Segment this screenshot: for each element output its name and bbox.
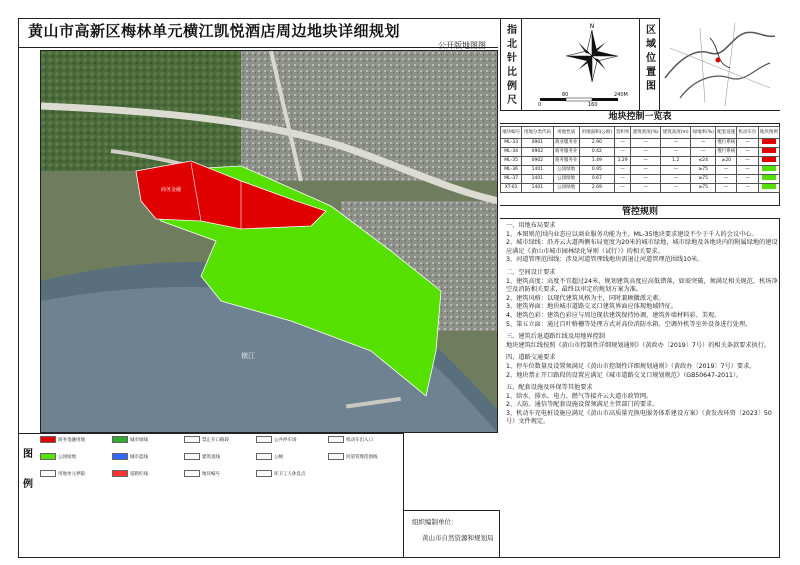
table-cell-far: 1.29 — [615, 157, 631, 166]
legend-item — [328, 436, 373, 443]
table-cell-swatch — [758, 175, 779, 184]
table-cell-id: ML-37 — [501, 175, 522, 184]
table-cell-far: — — [615, 148, 631, 157]
table-cell-code: 0902 — [522, 157, 553, 166]
table-cell-code: 0902 — [522, 148, 553, 157]
table-cell-area: 0.42 — [579, 148, 614, 157]
rule-text: 1、给水、排水、电力、燃气等接齐云大道市政管网。 — [506, 392, 653, 400]
table-cell-facility: 慢行系统 — [716, 139, 737, 148]
legend-grid — [40, 436, 402, 556]
table-cell-parking: — — [737, 157, 758, 166]
col-header: 机动车位 — [737, 127, 758, 139]
legend-swatch — [112, 453, 128, 460]
legend-swatch — [40, 436, 56, 443]
scale-tick-1: 80 — [562, 92, 569, 98]
rule-section-title: 三、建筑后退道路红线及用地界控制 — [506, 333, 605, 341]
col-header: 建筑密度(%) — [631, 127, 661, 139]
legend-label: 建筑退线 — [202, 454, 220, 460]
rule-text: 1、停车位数量及设置须满足《黄山市控制性详细规划通则》（黄政办〔2019〕7号）要求。 — [506, 362, 756, 370]
rule-text: 3、建筑界面：地块城市道路交叉口建筑界面应体现地域特征。 — [506, 303, 677, 311]
location-map-label: 区 域 位 置 图 — [646, 25, 656, 92]
table-row — [501, 148, 780, 157]
table-cell-height: — — [661, 166, 691, 175]
table-cell-density: — — [631, 166, 661, 175]
rule-section-title: 四、道路交通要求 — [506, 354, 556, 362]
legend-item — [256, 436, 297, 443]
col-header: 绿地率(%) — [691, 127, 716, 139]
table-cell-facility: — — [716, 184, 737, 193]
table-cell-density: — — [631, 139, 661, 148]
plot-color-swatch — [762, 184, 776, 189]
table-cell-green: — — [691, 148, 716, 157]
table-cell-far: — — [615, 139, 631, 148]
map-label-red: 商务金融 — [161, 187, 182, 193]
table-cell-code: 1401 — [522, 175, 553, 184]
table-row — [501, 175, 780, 184]
legend-item — [256, 470, 306, 477]
rule-text: 5、第五立面：通过百叶格栅等处理方式对高位消防水箱、空调外机等室外设备进行处理。 — [506, 320, 752, 328]
table-cell-facility: — — [716, 166, 737, 175]
table-cell-use: 公园绿地 — [553, 166, 579, 175]
col-header: 用地性质 — [553, 127, 579, 139]
legend-swatch — [112, 436, 128, 443]
table-cell-area: 2.90 — [579, 139, 614, 148]
plot-color-swatch — [762, 139, 776, 144]
table-row — [501, 184, 780, 193]
table-cell-id: XT-01 — [501, 184, 522, 193]
legend-item — [184, 436, 229, 443]
table-cell-density: — — [631, 175, 661, 184]
legend-label: 公园绿地 — [58, 454, 76, 460]
legend-item — [40, 436, 85, 443]
table-cell-green: ≤24 — [691, 157, 716, 166]
legend-label: 公厕 — [274, 454, 283, 460]
table-cell-use: 商务服务业 — [553, 148, 579, 157]
col-header: 配套设施 — [716, 127, 737, 139]
table-cell-swatch — [758, 139, 779, 148]
table-cell-height: — — [661, 184, 691, 193]
table-cell-height: — — [661, 148, 691, 157]
table-cell-use: 公园绿地 — [553, 184, 579, 193]
legend-swatch — [40, 470, 56, 477]
org-name: 黄山市自然资源和规划局 — [422, 534, 494, 542]
table-cell-id: ML-35 — [501, 157, 522, 166]
legend-swatch — [328, 436, 344, 443]
table-cell-far: — — [615, 166, 631, 175]
table-cell-code: 1401 — [522, 166, 553, 175]
legend-item — [40, 470, 85, 477]
legend-item — [256, 453, 283, 460]
legend-label: 禁止开口路段 — [202, 437, 229, 443]
aerial-map-svg — [41, 51, 498, 433]
plot-color-swatch — [762, 166, 776, 171]
table-cell-swatch — [758, 148, 779, 157]
legend-item — [328, 453, 378, 460]
legend-label: 地块编号 — [202, 471, 220, 477]
control-rules — [506, 222, 778, 427]
table-cell-facility: ≥20 — [716, 157, 737, 166]
table-cell-green: ≥75 — [691, 184, 716, 193]
table-cell-parking: — — [737, 184, 758, 193]
legend-label: 城市蓝线 — [130, 454, 148, 460]
legend-swatch — [256, 436, 272, 443]
legend-label: 商务金融用地 — [58, 437, 85, 443]
rule-text: 2、城市绿线：沿齐云大道两侧布局宽度为20米的城市绿地，城市绿地及各地块内的附属绿地的建设应满足《黄山市城市园林绿化导则（试行）》的相关要求。 — [506, 239, 778, 255]
table-cell-height: — — [661, 139, 691, 148]
scale-tick-0: 0 — [538, 102, 542, 108]
table-cell-id: ML-33 — [501, 139, 522, 148]
rule-text: 2、人防、通信等配套设施设置须满足主管部门的要求。 — [506, 401, 659, 409]
scale-tick-3: 240M — [614, 92, 628, 98]
legend-item — [184, 453, 220, 460]
table-header-row — [501, 127, 780, 139]
legend-item — [112, 436, 148, 443]
legend-swatch — [40, 453, 56, 460]
legend-title: 图 例 — [23, 449, 33, 490]
table-cell-use: 商业服务业 — [553, 139, 579, 148]
location-inset-svg — [660, 18, 780, 110]
rule-text: 地块建筑红线按照《黄山市控制性详细规划通则》（黄政办〔2019〕7号）的相关条款要求执行。 — [506, 341, 771, 349]
table-row — [501, 166, 780, 175]
table-cell-height: — — [661, 175, 691, 184]
legend-item — [40, 453, 76, 460]
legend-item — [112, 470, 148, 477]
rule-text: 2、地块禁止开口路段的设置应满足《城市道路交叉口规划规范》（GB50647-2011）。 — [506, 371, 743, 379]
legend-swatch — [112, 470, 128, 477]
rule-section-title: 二、空间设计要求 — [506, 268, 556, 276]
rule-section-title: 一、用地布局要求 — [506, 222, 556, 229]
rule-text: 3、机动车充电桩设施应满足《黄山市高质量充换电服务体系建设方案》（黄发改环资〔2023〕50号）文件规定。 — [506, 409, 772, 426]
legend-swatch — [328, 453, 344, 460]
table-cell-green: ≥75 — [691, 175, 716, 184]
table-cell-code: 0901 — [522, 139, 553, 148]
page-title: 黄山市高新区梅林单元横江凯悦酒店周边地块详细规划 — [28, 22, 401, 40]
table-cell-far: — — [615, 175, 631, 184]
legend-label: 道路红线 — [130, 471, 148, 477]
map-label-river: 横江 — [241, 352, 255, 360]
scale-tick-2: 160 — [588, 102, 598, 108]
rule-section-title: 五、配套设施及环保等其他要求 — [506, 384, 593, 392]
site-map[interactable] — [40, 50, 498, 433]
table-cell-use: 公园绿地 — [553, 175, 579, 184]
compass-and-scale — [522, 18, 640, 110]
table-cell-facility: — — [716, 175, 737, 184]
table-cell-area: 0.95 — [579, 166, 614, 175]
table-cell-density: — — [631, 184, 661, 193]
table-cell-green: — — [691, 139, 716, 148]
table-cell-id: ML-34 — [501, 148, 522, 157]
plot-control-table — [500, 126, 780, 193]
legend-item — [112, 453, 148, 460]
rule-text: 1、本图则范围内业态应以商业服务功能为主。ML-35地块要求建设不少于千人的会议中心。 — [506, 230, 758, 238]
col-header: 用地面积(公顷) — [579, 127, 614, 139]
table-cell-code: 1401 — [522, 184, 553, 193]
col-header: 地块图例 — [758, 127, 779, 139]
legend-label: 机动车出入口 — [346, 437, 373, 443]
location-inset-map[interactable] — [660, 18, 780, 110]
rules-title: 管控规则 — [500, 205, 780, 219]
table-cell-facility: 慢行系统 — [716, 148, 737, 157]
legend-swatch — [256, 470, 272, 477]
table-row — [501, 139, 780, 148]
table-cell-parking: — — [737, 175, 758, 184]
table-cell-parking: — — [737, 139, 758, 148]
plot-color-swatch — [762, 148, 776, 153]
rule-text: 4、建筑色彩：建筑色彩应与周边现状建筑保持协调，建筑外墙材料彩、美观。 — [506, 311, 721, 319]
legend-label: 用地单元界限 — [58, 471, 85, 477]
table-cell-swatch — [758, 166, 779, 175]
legend-swatch — [184, 453, 200, 460]
plot-color-swatch — [762, 175, 776, 180]
legend-label: 环卫工人休息点 — [274, 471, 306, 477]
table-cell-parking: — — [737, 166, 758, 175]
rule-text: 1、建筑高度：高度不宜超过24米，规划建筑高度应高低错落，如需突破，须满足相关规范，机场净空及消防相关要求，最终以审定的规划方案为准。 — [506, 277, 778, 294]
table-cell-parking: — — [737, 148, 758, 157]
legend-item — [184, 470, 220, 477]
legend-label: 城市绿线 — [130, 437, 148, 443]
legend-swatch — [184, 436, 200, 443]
col-header: 容积率 — [615, 127, 631, 139]
table-cell-area: 0.67 — [579, 175, 614, 184]
table-cell-use: 商务服务业 — [553, 157, 579, 166]
plot-color-swatch — [762, 157, 776, 162]
table-cell-height: 1.2 — [661, 157, 691, 166]
table-cell-far: — — [615, 184, 631, 193]
table-cell-swatch — [758, 184, 779, 193]
table-cell-density: — — [631, 148, 661, 157]
north-arrow-label: 指 北 针 比 例 尺 — [507, 25, 517, 106]
table-cell-swatch — [758, 157, 779, 166]
table-cell-id: ML-36 — [501, 166, 522, 175]
table-cell-green: ≥75 — [691, 166, 716, 175]
table-row — [501, 157, 780, 166]
rule-text: 3、河道管理范围线：涉及河道管理线地块需退让河道管理范围线10米。 — [506, 256, 704, 264]
org-label: 组织编制单位： — [412, 518, 458, 526]
col-header: 地块编号 — [501, 127, 522, 139]
rule-text: 2、建筑风格：以现代建筑风格为主，同时兼顾徽派元素。 — [506, 294, 665, 302]
map-subtitle: 公开版地图图 — [438, 41, 486, 50]
legend-label: 公共停车场 — [274, 437, 297, 443]
col-header: 建筑高度(m) — [661, 127, 691, 139]
legend-swatch — [184, 470, 200, 477]
table-cell-area: 1.49 — [579, 157, 614, 166]
plot-table-title: 地块控制一览表 — [500, 110, 780, 124]
legend-label: 河道管理范围线 — [346, 454, 378, 460]
legend-swatch — [256, 453, 272, 460]
svg-text:N: N — [589, 23, 595, 30]
table-cell-density: — — [631, 157, 661, 166]
table-cell-area: 2.69 — [579, 184, 614, 193]
col-header: 用地分类代码 — [522, 127, 553, 139]
